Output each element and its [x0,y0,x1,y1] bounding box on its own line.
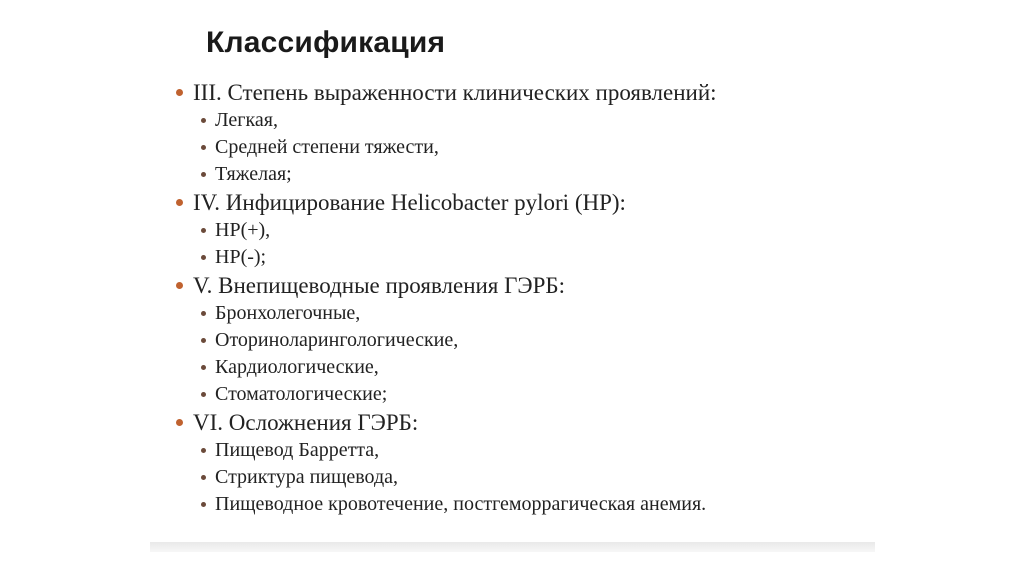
section-heading-text: III. Степень выраженности клинических проявлений: [193,80,717,105]
section-heading [0,78,1024,107]
classification-list [0,78,1024,518]
list-item [0,161,1024,188]
list-item [0,134,1024,161]
list-item-text: Средней степени тяжести, [215,136,439,158]
section-helicobacter [0,188,1024,271]
bullet-icon [176,419,183,426]
list-item [0,354,1024,381]
list-item-text: HP(+), [215,219,271,241]
list-item [0,244,1024,271]
list-item [0,464,1024,491]
bullet-icon [176,89,183,96]
slide-bottom-edge [150,542,875,552]
bullet-icon [201,255,206,260]
section-heading-text: V. Внепищеводные проявления ГЭРБ: [193,273,566,298]
section-heading [0,271,1024,300]
list-item-text: Кардиологические, [215,356,379,378]
section-severity [0,78,1024,188]
bullet-icon [176,282,183,289]
list-item [0,491,1024,518]
list-item-text: HP(-); [215,246,267,268]
bullet-icon [201,118,206,123]
bullet-icon [201,448,206,453]
list-item [0,300,1024,327]
section-complications [0,408,1024,518]
section-heading [0,408,1024,437]
list-item-text: Пищеводное кровотечение, постгеморрагическая анемия. [215,493,707,515]
list-item [0,437,1024,464]
list-item-text: Стриктура пищевода, [215,466,399,488]
bullet-icon [201,502,206,507]
bullet-icon [201,311,206,316]
section-heading-text: VI. Осложнения ГЭРБ: [193,410,419,435]
bullet-icon [201,392,206,397]
bullet-icon [201,172,206,177]
list-item [0,217,1024,244]
list-item [0,327,1024,354]
list-item-text: Пищевод Барретта, [215,439,380,461]
bullet-icon [201,228,206,233]
bullet-icon [176,199,183,206]
slide-title: Классификация [206,26,446,59]
section-heading [0,188,1024,217]
list-item-text: Стоматологические; [215,383,388,405]
list-item-text: Оториноларингологические, [215,329,459,351]
list-item-text: Тяжелая; [215,163,292,185]
list-item [0,381,1024,408]
section-extraesophageal [0,271,1024,408]
bullet-icon [201,475,206,480]
bullet-icon [201,365,206,370]
bullet-icon [201,145,206,150]
section-heading-text: IV. Инфицирование Helicobacter pylori (HP): [193,190,626,215]
list-item-text: Легкая, [215,109,278,131]
list-item [0,107,1024,134]
bullet-icon [201,338,206,343]
list-item-text: Бронхолегочные, [215,302,361,324]
